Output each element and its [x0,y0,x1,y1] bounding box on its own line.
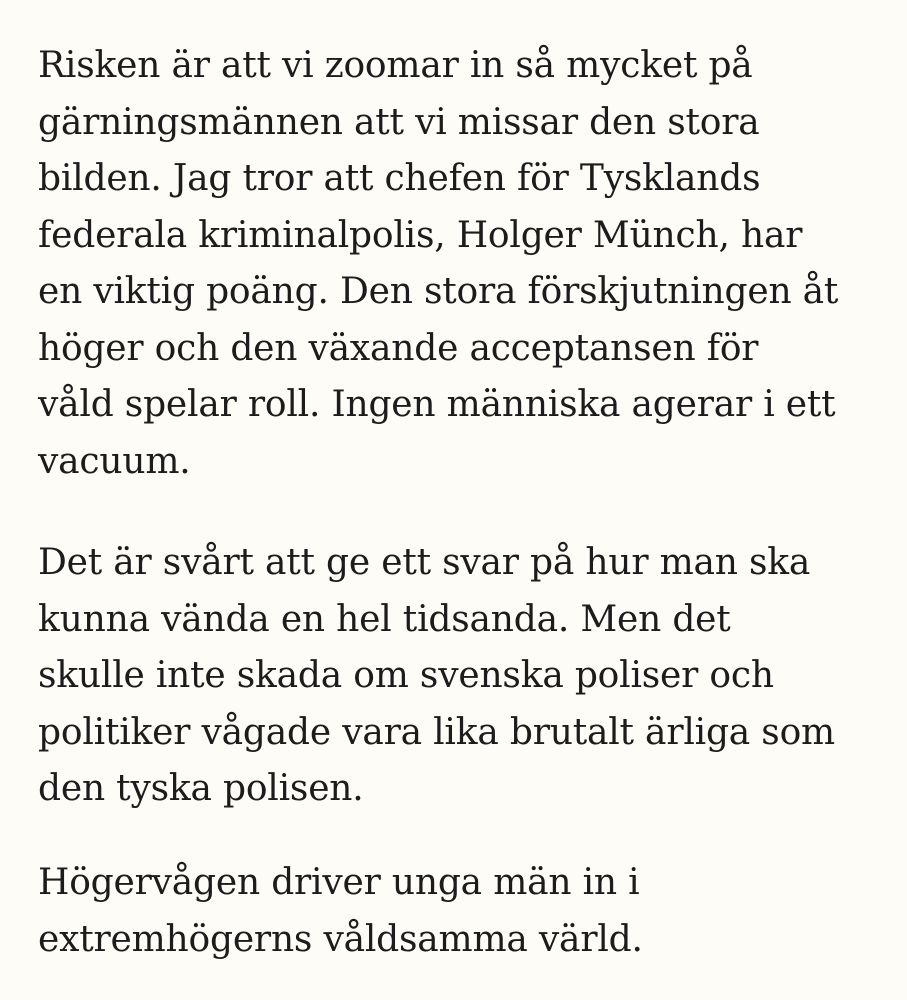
text-line: politiker vågade vara lika brutalt ärliga som [38,711,835,753]
text-line: Högervågen driver unga män in i [38,862,640,903]
text-line: skulle inte skada om svenska poliser och [38,655,774,696]
text-line: Det är svårt att ge ett svar på hur man ska [38,542,811,583]
text-line: vacuum. [38,440,191,482]
text-line: federala kriminalpolis, Holger Münch, har [38,214,803,256]
text-line: extremhögerns våldsamma värld. [38,918,643,960]
text-line: Risken är att vi zoomar in så mycket på [38,45,753,86]
text-line: kunna vända en hel tidsanda. Men det [38,598,731,640]
text-line: bilden. Jag tror att chefen för Tysklands [38,158,761,199]
text-line: en viktig poäng. Den stora förskjutningen åt [38,271,839,312]
paragraph-1 [38,38,838,490]
paragraph-3 [38,855,643,968]
text-line: höger och den växande acceptansen för [38,327,759,369]
text-line: våld spelar roll. Ingen människa agerar i ett [38,384,836,425]
text-line: gärningsmännen att vi missar den stora [38,101,760,143]
paragraph-2 [38,535,835,818]
text-line: den tyska polisen. [38,768,364,809]
